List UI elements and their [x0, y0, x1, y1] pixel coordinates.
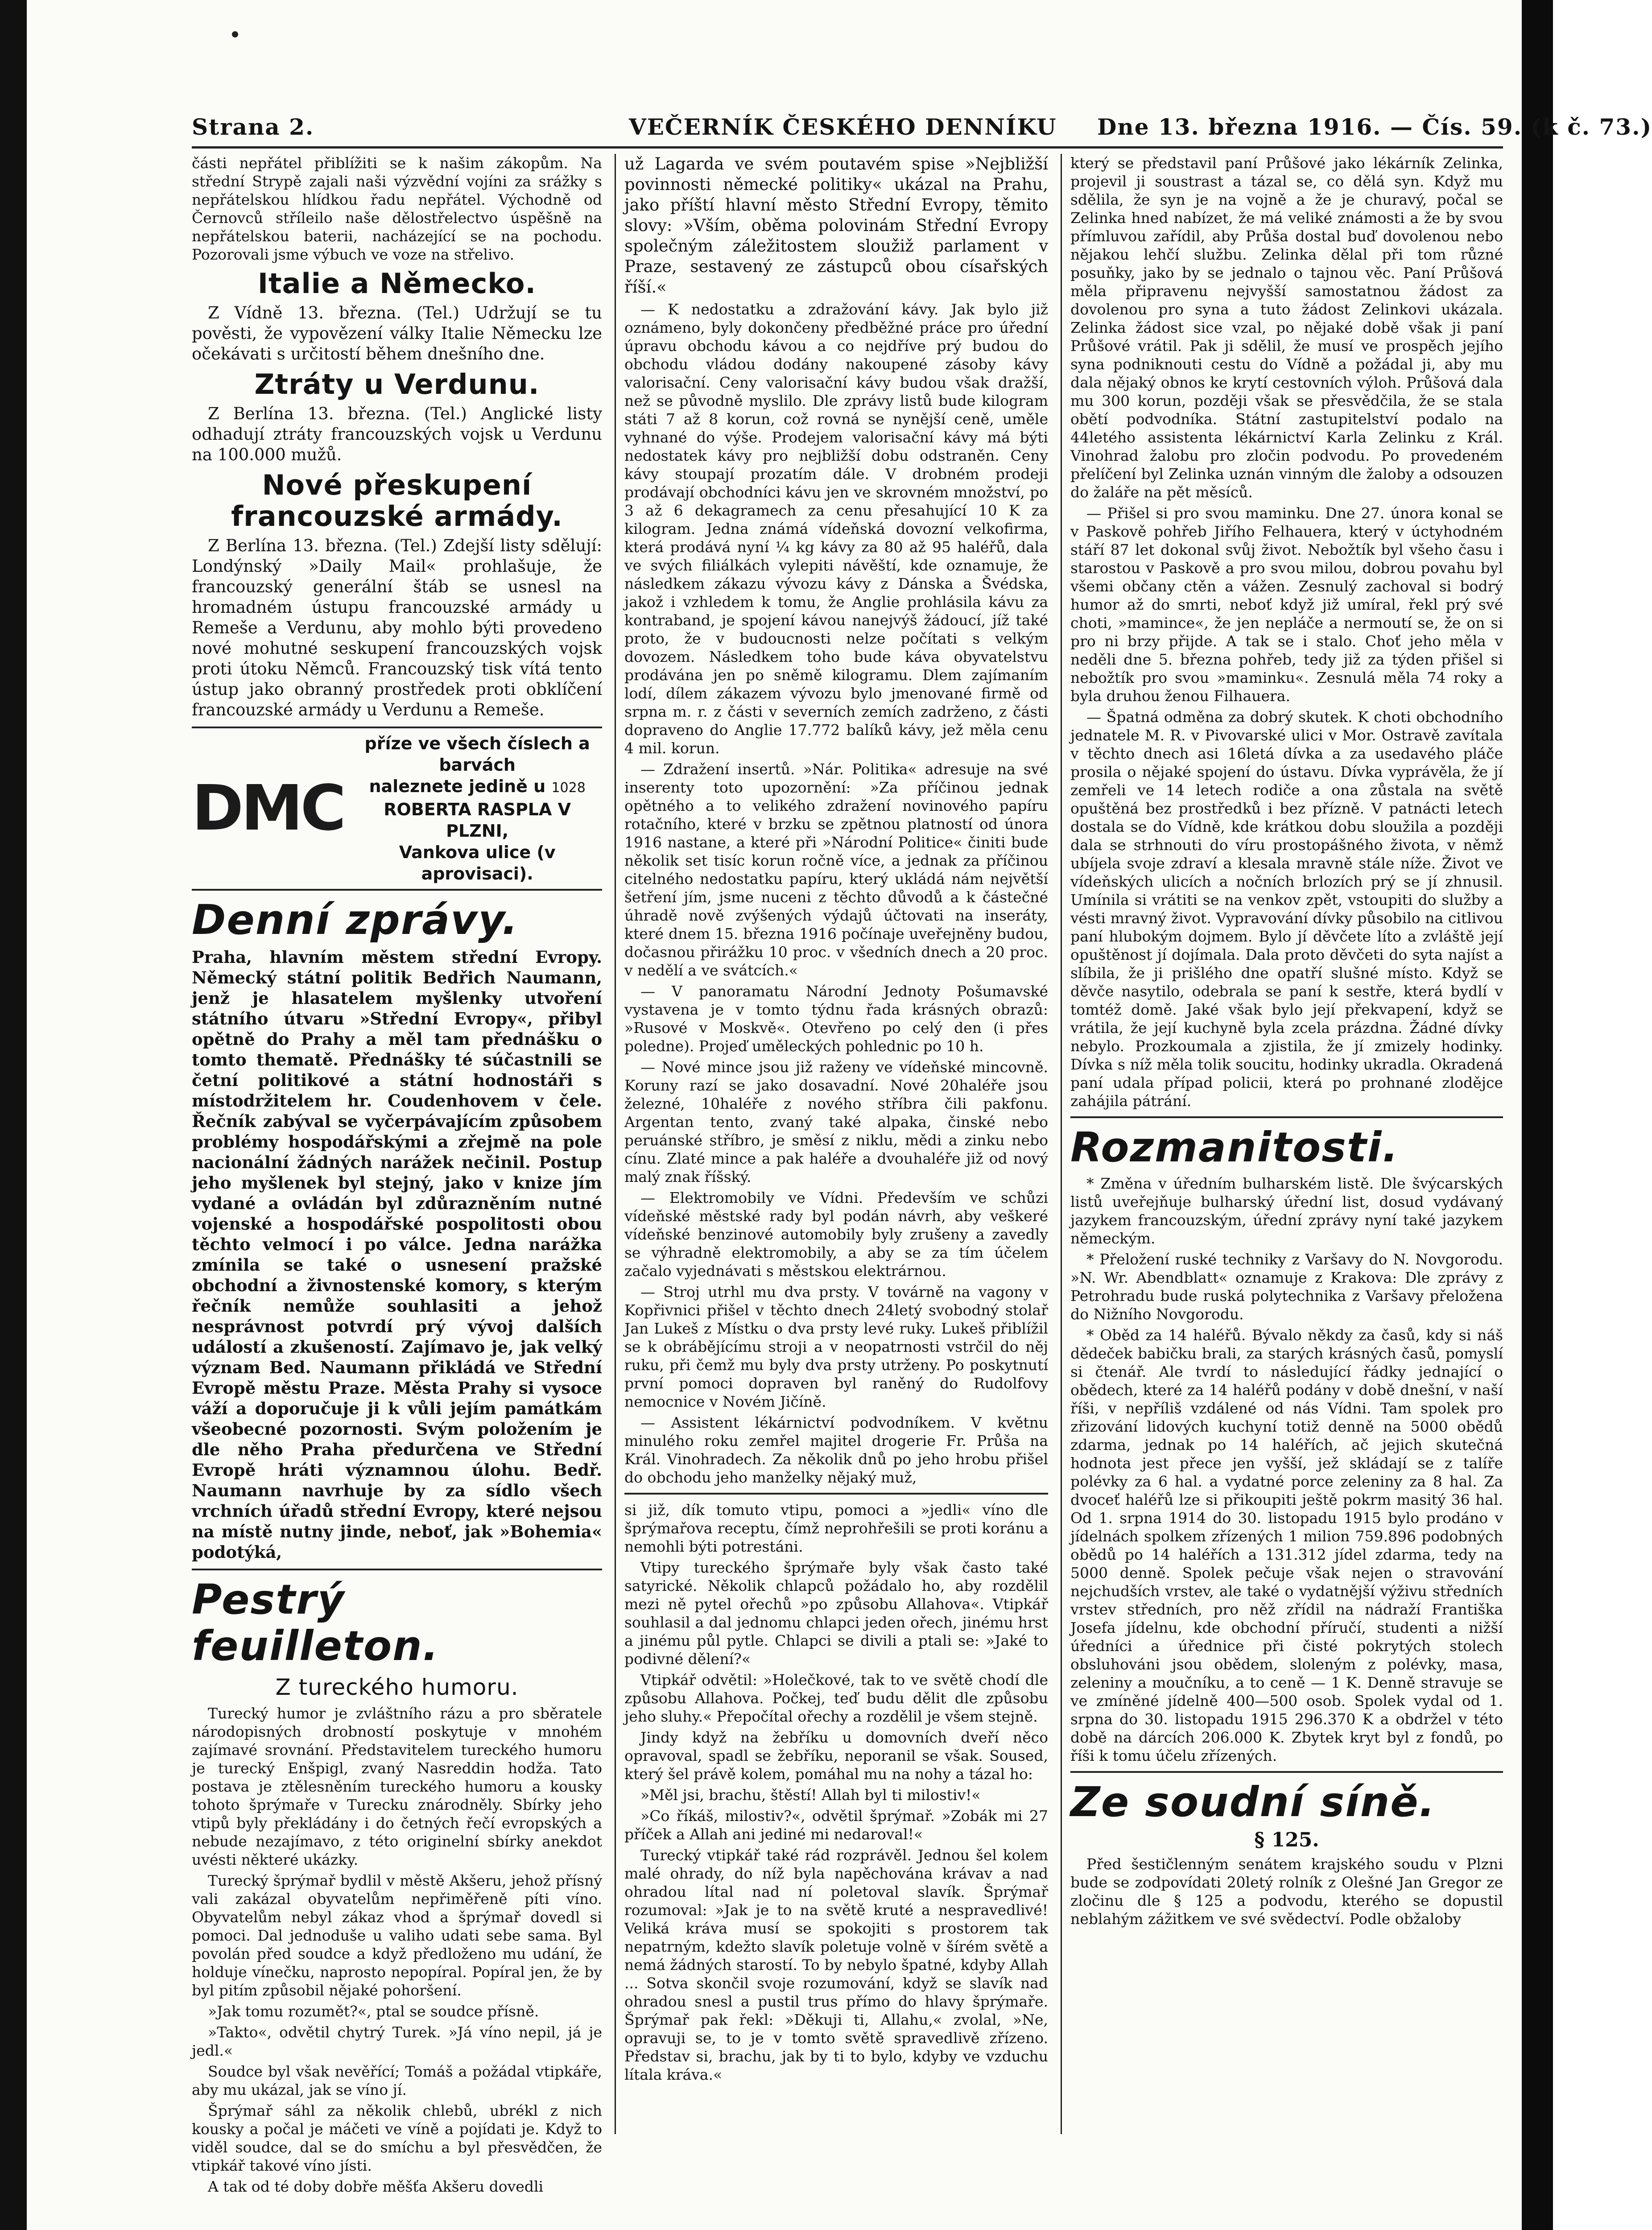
newspaper-page	[27, 0, 1652, 2230]
headline-italie-nemecko: Italie a Německo.	[257, 267, 537, 300]
advertisement-dmc	[192, 727, 602, 891]
feuilleton-paragraph: »Co říkáš, milostiv?«, odvětil šprýmař. »Zobák mi 27 příček a Allah ani jediné mi nedaroval!«	[624, 1807, 1048, 1843]
feuilleton-paragraph: Šprýmař sáhl za několik chlebů, ubrékl z nich kousky a počal je máčeti ve víně a pojídati je. Když to viděl soudce, dal se do smíchu a byl přesvědčen, že vtipkář takové víno jísti.	[192, 2102, 602, 2174]
misc-item: * Přeložení ruské techniky z Varšavy do N. Novgorodu. »N. Wr. Abendblatt« oznamuje z Krakova: Dle zprávy z Petrohradu bude ruská polytechnika z Varšavy přeložena do Nižního Novgorodu.	[1070, 1251, 1503, 1323]
news-item-mince: — Nové mince jsou již raženy ve vídeňské mincovně. Koruny razí se jako dosavadní. Nové 20haléře jsou železné, 10haléře z nového stříbra čili pakfonu. Argentan tento, zvaný také alpaka, činské nebo peruánské stříbro, je směsí z niklu, mědi a zinku nebo cínu. Zlaté mince a pak haléře a dvouhaléře již od nový malý znak říšský.	[624, 1058, 1048, 1185]
section-heading-text: Rozmanitosti.	[1070, 1123, 1399, 1171]
section-heading-text: Denní zprávy.	[192, 896, 519, 944]
news-item-kava: — K nedostatku a zdražování kávy. Jak bylo již oznámeno, byly dokončeny předběžné práce pro úřední úpravu obchodu kávou a co nejdříve prý budou do obchodu vládou dodány nakoupené zásoby kávy valorisační. Ceny valorisační kávy budou však dražší, než se původně myslilo. Dle zprávy listů bude kilogram státi 7 až 8 korun, což rovná se nynější ceně, uměle vyhnané do výše. Prodejem valorisační kávy má býti nedostatek kávy pro nejbližší dobu odstraněn. Ceny kávy stoupají prozatím dále. V drobném prodeji prodávají obchodníci kávu jen ve skrovném množství, po 3 až 6 dekagramech za cenu přesahující 10 K za kilogram. Jedna známá vídeňská dovozní velkofirma, která prodává nyní ¼ kg kávy za 80 až 95 haléřů, dala ve svých filiálkách vylepiti návěští, kde oznamuje, že následkem zákazu vývozu kávy z Dánska a Švédska, jakož i vzhledem k tomu, že Anglie prohlásila kávu za kontraband, je spojení kávou nanejvýš žádoucí, jíž také proto, že v budoucnosti nelze počítati s velkým dovozem. Následkem toho bude káva obyvatelstvu prodávána jen po sněmě kilogramu. Dlem zajímaním lodí, dílem zákazem vývozu bylo jmenované firmě od srpna m. r. z části v severních zemích zadrženo, z části dopraveno do Anglie 17.772 balíků kávy, jež měla cenu 4 mil. korun.	[624, 301, 1048, 757]
article-continuation: který se představil paní Průšové jako lékárník Zelinka, projevil ji soustrast a tázal se, co dělá syn. Když mu sdělila, že syn je na vojně a že je churavý, počal se Zelinka hned nabízet, že má veliké známosti a že by svou přímluvou zařídil, aby Průša dostal buď dovolenou nebo nějakou lehčí službu. Zelinka dělal při tom různé posuňky, jako by se jednalo o tajnou věc. Paní Průšová měla připravenu nejvyšší samostatnou žádost za dovolenou pro syna a tuto žádost Zelinkovi ukázala. Zelinka žádost sice vzal, po nějaké době však ji paní Průšové vrátil. Pak ji sdělil, že musí ve prospěch jejího syna podniknouti cestu do Vídně a požádal ji, aby mu dala nějaký obnos ke krytí cestovních výloh. Průšová dala mu 300 korun, později však se přesvědčila, že se stala obětí podvodníka. Státní zastupitelství podalo na 44letého assistenta lékárnictví Karla Zelinku z Král. Vinohrad žalobu pro zločin podvodu. Po provedeném přelíčení byl Zelinka uznán vinným dle žaloby a odsouzen do žaláře na pět měsíců.	[1070, 154, 1503, 501]
column-2	[624, 154, 1048, 2134]
section-heading-text: Pestrý feuilleton.	[192, 1576, 439, 1670]
article-continuation: už Lagarda ve svém poutavém spise »Nejbližší povinnosti německé politiky« ukázal na Prahu, jako příští hlavní město Střední Evropy, těmito slovy: »Vším, oběma polovinám Střední Evropy společným záležitostem sloužiž parlament v Praze, sestavený ze zástupců obou císařských říší.«	[624, 154, 1048, 297]
section-heading-feuilleton	[192, 1577, 602, 1669]
section-rule	[192, 1569, 602, 1570]
feuilleton-paragraph: »Takto«, odvětil chytrý Turek. »Já víno nepil, já je jedl.«	[192, 2024, 602, 2059]
section-rule	[1070, 1116, 1503, 1118]
masthead	[192, 114, 1652, 145]
section-heading-denni-zpravy	[192, 897, 602, 943]
ad-line: Vankova ulice (v aprovisaci).	[399, 842, 556, 884]
ad-line: naleznete jedině u	[369, 776, 546, 796]
column-3	[1070, 154, 1503, 2134]
ink-spot	[232, 31, 238, 37]
misc-item: * Oběd za 14 haléřů. Bývalo někdy za časů, kdy si náš dědeček babičku brali, za starých krásných časů, pomyslí si čtenář. Ale tvrdí to následující řádky jednající o obědech, které za 14 haléřů podány v době dnešní, v naší říši, v nepříliš vzdálené od nás Vídni. Tam spolek pro zřizování lidových kuchyní totiž denně na 5000 obědů zdarma, jednak po 14 haléřích, ač jejich skutečná hodnota jest přece jen vyšší, jež skládají se z talíře polévky za 6 hal. a vydatné porce zeleniny za 8 hal. Za dvoceť haléřů lze si přikoupiti ještě pokrm masitý 36 hal. Od 1. srpna 1914 do 30. listopadu 1915 bylo prodáno v jídelnách spolkem zřízených 1 milion 759.896 podobných obědů po 14 haléřích a 131.312 jídel zdarma, tedy na 5000 denně. Spolek pečuje však nejen o stravování nejchudších vrstev, ale také o vydatnější výživu středních vrstev středních, pro něž zřídil na nádraží Františka Josefa jídelnu, kde obchodní příručí, studenti a nižší úředníci a úřednice při čisté pokrytých stolech obsluhováni jsou obědem, sloleným z polévky, masa, zeleniny a moučníku, a to ceně — 1 K. Denně stravuje se ve zmíněné jídelně 400—500 osob. Spolek vydal od 1. srpna do 30. listopadu 1915 296.370 K a obdržel v této době na dárcích 206.000 K. Zbytek kryt byl z fondů, po říši k tomu účelu zřízených.	[1070, 1326, 1503, 1764]
feuilleton-paragraph: »Měl jsi, brachu, štěstí! Allah byl ti milostiv!«	[640, 1786, 981, 1804]
ad-line: příze ve všech číslech a barvách	[364, 734, 590, 775]
headline-preskupeni: Nové přeskupení francouzské armády.	[231, 469, 563, 533]
issue-date: Dne 13. března 1916. — Čís. 59. (k č. 73.)	[1097, 114, 1652, 140]
scan-border-right	[1522, 0, 1553, 2230]
news-item-panorama: — V panoramatu Národní Jednoty Pošumavské vystavena je v tomto týdnu řada krásných obrazů: »Rusové v Moskvě«. Otevřeno po celý den (i přes poledne). Projeď uměleckých pohlednic po 10 h.	[624, 983, 1048, 1055]
column-rule-2	[1061, 154, 1062, 2134]
news-item-odmena: — Špatná odměna za dobrý skutek. K choti obchodního jednatele M. R. v Pivovarské ulici v Mor. Ostravě zavítala v těchto dnech asi 16letá dívka a za usedavého pláče prosila o nějaké spojení do ústavu. Dívka vyprávěla, že jí zemřeli ve 14 letech rodiče a ona zůstala na světě opuštěná bez prostředků i bez přízně. V patnácti letech dostala se do Vídně, kde krátkou dobu sloužila a později dala se strhnouti do víru prostopášného života, v němž ubíjela svoje zdraví a klesala mravně stále níže. Život ve vídeňských ulicích a nočních brlozích prý se jí zhnusil. Umínila si vrátiti se na venkov zpět, vstoupiti do služby a vésti mravný život. Vypravování dívky působilo na citlivou paní hlubokým dojmem. Bylo jí děvčete líto a zvláště její opuštěnost jí dojímala. Dala proto děvčeti do syta najíst a slíbila, že ji prišlého dne opatří slušné místo. Když se děvče nasytilo, odebrala se paní k sestře, která bydlí v tomtéž domě. Jaké však bylo její překvapení, když se vrátila, že její kuchyně byla zcela prázdna. Žádné dívky nebylo. Prozkoumala a zjistila, že jí zmizely hodinky. Dívka s níž měla tolik soucitu, hodinky ukradla. Okradená paní udala případ policii, která po prohnané zlodějce zahájila pátrání.	[1070, 708, 1503, 1110]
ad-line: ROBERTA RASPLA V PLZNI,	[384, 800, 571, 841]
ad-code: 1028	[551, 780, 586, 796]
news-item-elektromobily: — Elektromobily ve Vídni. Především ve schůzi vídeňské městské rady byl podán návrh, aby veškeré vídeňské benzinové automobily byly zrušeny a zavedly se výhradně elektromobily, a aby se za tím účelem začalo vyjednávati s městskou elektrárnou.	[624, 1189, 1048, 1280]
feuilleton-title: Z tureckého humoru.	[275, 1674, 519, 1700]
masthead-rule	[192, 146, 1503, 149]
section-rule	[1070, 1771, 1503, 1773]
section-heading-rozmanitosti	[1070, 1124, 1503, 1171]
feuilleton-paragraph: Turecký humor je zvláštního rázu a pro sběratele národopisných drobností poskytuje v mnohém zajímavé srovnání. Představitelem tureckého humoru je turecký Enšpigl, zvaný Nasreddin hodža. Tato postava je ztělesněním tureckého humoru a kousky tohoto šprýmaře v Turecku znárodněly. Sbírky jeho vtipů byly překládány i do četných řečí evropských a nebude nezajímavo, z této originelní sbírky anekdot uvésti některé ukázky.	[192, 1705, 602, 1868]
feuilleton-paragraph: Soudce byl však nevěřící; Tomáš a požádal vtipkáře, aby mu ukázal, jak se víno jí.	[192, 2063, 602, 2098]
news-item-assistent: — Assistent lékárnictví podvodníkem. V květnu minulého roku zemřel majitel drogerie Fr. Průša na Král. Vinohradech. Za několik dnů po jeho hrobu přišel do obchodu jeho manželky nějaký muž,	[624, 1414, 1048, 1486]
feuilleton-paragraph: Vtipkář odvětil: »Holečkové, tak to ve světě chodí dle způsobu Allahova. Počkej, teď budu dělit dle způsobu jeho sluhy.« Přepočítal ořechy a rozdělil je všem stejně.	[624, 1671, 1048, 1725]
scan-border-left	[0, 0, 27, 2230]
article-paragraph-bold: Praha, hlavním městem střední Evropy. Německý státní politik Bedřich Naumann, jenž je hlasatelem myšlenky utvoření státního útvaru »Střední Evropy«, přibyl opětně do Prahy a měl tam přednášku o tomto thematě. Přednášky té súčastnili se četní politikové a státní hodnostáři s místodržitelem hr. Coudenhovem v čele. Řečník zabýval se vyčerpávajícím způsobem problémy hospodářskými a zřejmě na pole nacionální žádných narážek nečinil. Postup jeho myšlenek byl stejný, jako v knize jím vydané a ovládán byl zdůrazněním nutné vojenské a hospodářské pospolitosti obou těchto velmocí i po válce. Jedna narážka zmínila se také o usnesení pražské obchodní a živnostenské komory, s kterým řečník nemůže souhlasiti a jehož nesprávnost potvrdí prý vývoj dalších událostí a zkušeností. Zajímavo je, jak velký význam Bed. Naumann přikládá ve Střední Evropě městu Praze. Města Prahy si vysoce váží a doporučuje ji k vůli jejím památkám všeobecné pozornosti. Svým položením je dle něho Praha předurčena ve Střední Evropě hráti významnou úlohu. Bedř. Naumann navrhuje by za sídlo všech vrchních úřadů střední Evropy, které nejsou na místě nutny jinde, neboť, jak »Bohemia« podotýká,	[192, 947, 602, 1562]
article-continuation: části nepřátel přiblížiti se k našim zákopům. Na střední Strypě zajali naši výzvědní vojíni za srážky s nepřátelskou hlídkou řadu nepřátel. Východně od Černovců stříleilo naše dělostřelectvo úspěšně na nepřátelskou baterii, nacházející se na pochodu. Pozorovali jsme výbuch ve voze na střelivo.	[192, 154, 602, 263]
news-item-inserty: — Zdražení insertů. »Nár. Politika« adresuje na své inserenty toto upozornění: »Za příčinou jednak opětného a to velikého zdražení novinového papíru rotačního, které v brzku se zpětnou platností od února 1916 nastane, a které při »Národní Politice« činiti bude několik set tisíc korun ročně více, a jednak za příčinou citelného nedostatku papíru, který ukládá nám největší šetření jím, jsme nuceni z těchto důvodů a k částečné úhradě nově zvýšených výdajů účtovati na inseráty, které dnem 15. března 1916 počínaje uveřejněny budou, dočasnou přirážku 10 proc. v všedních dnech a 20 proc. v nedělí a ve svátcích.«	[624, 760, 1048, 979]
news-item-stroj: — Stroj utrhl mu dva prsty. V továrně na vagony v Kopřivnici přišel v těchto dnech 24letý svobodný stolař Jan Lukeš z Místku o dva prsty levé ruky. Lukeš přiblížil se k obrábějícímu stroji a v neopatrnosti vstrčil do něj ruku, při čemž mu byly dva prsty utrženy. Po poskytnutí první pomoci dopraven byl raněný do Rudolfovy nemocnice v Novém Jičíně.	[624, 1283, 1048, 1410]
article-paragraph: Z Berlína 13. března. (Tel.) Zdejší listy sdělují: Londýnský »Daily Mail« prohlašuje, že francouzský generální štáb se usnesl na hromadném ústupu francouzské armády u Remeše a Verdunu, aby mohlo býti provedeno nové mohutné seskupení francouzských vojsk proti útoku Němců. Francouzský tisk vítá tento ústup jako obranný prostředek proti obklíčení francouzské armády u Verdunu a Remeše.	[192, 536, 602, 719]
paragraph-number: § 125.	[1254, 1829, 1319, 1851]
column-rule-1	[615, 154, 616, 2134]
misc-item: * Změna v úředním bulharském listě. Dle švýcarských listů uveřejňuje bulharský úřední list, dosud vydávaný jazykem francouzským, úřední zprávy nyní také jazykem německým.	[1070, 1175, 1503, 1247]
page-number: Strana 2.	[192, 114, 314, 140]
feuilleton-paragraph: Turecký šprýmař bydlil v městě Akšeru, jehož přísný vali zakázal obyvatelům nepřiměřeně píti víno. Obyvatelům nebyl zákaz vhod a šprýmař dovedl si pomoci. Dal jednoduše u valiho udati sebe sama. Byl povolán před soudce a když předloženo mu udání, že holduje vínečku, naprosto nepopíral. Popíral jen, že by byl pitím způsobil nějaké pohoršení.	[192, 1872, 602, 1999]
ad-line-with-code	[352, 776, 602, 799]
column-1	[192, 154, 602, 2195]
advertisement-text	[352, 733, 602, 884]
section-rule	[624, 1493, 1048, 1495]
feuilleton-paragraph: »Jak tomu rozumět?«, ptal se soudce přísně.	[208, 2003, 539, 2020]
feuilleton-paragraph: Vtipy tureckého šprýmaře byly však často také satyrické. Několik chlapců požádalo ho, aby rozdělil mezi ně pytel ořechů »po způsobu Allahova«. Vtipkář souhlasil a dal jednomu chlapci jeden ořech, jinému hrst a jinému půl pytle. Chlapci se divili a ptali se: »Jaké to podivné dělení?«	[624, 1559, 1048, 1668]
newspaper-title: VEČERNÍK ČESKÉHO DENNÍKU	[629, 114, 1057, 140]
headline-ztraty-verdun: Ztráty u Verdunu.	[254, 368, 540, 401]
article-paragraph: Z Vídně 13. března. (Tel.) Udržují se tu pověsti, že vypovězení války Italie Německu lze očekávati s určitostí během dnešního dne.	[192, 303, 602, 363]
section-heading-soudni-sin	[1070, 1779, 1503, 1825]
court-report: Před šestičlenným senátem krajského soudu v Plzni bude se zodpovídati 20letý rolník z Olešné Jan Gregor ze zločinu dle § 125 a podvodu, kterého se dopustil neblahým zážitkem ve své svědectví. Podle obžaloby	[1070, 1855, 1503, 1928]
feuilleton-paragraph: Jindy když na žebříku u domovních dveří něco opravoval, spadl se žebříku, neporanil se však. Soused, který šel právě kolem, pomáhal mu na nohy a tázal ho:	[624, 1729, 1048, 1783]
dmc-logo: DMC	[192, 772, 344, 845]
news-item-maminka: — Přišel si pro svou maminku. Dne 27. února konal se v Paskově pohřeb Jiřího Felhauera, který v úctyhodném stáří 87 let dokonal svůj život. Nebožtík byl všeho času i starostou v Paskově a pro svou milou, dobrou povahu byl všemi občany ctěn a vážen. Zesnulý zachoval si bodrý humor až do smrti, neboť když již umíral, řekl prý své choti, »mamince«, že jen nepláče a nermoutí se, že on si pro ni brzy přijde. A tak se i stalo. Choť jeho měla v neděli dne 5. března pohřeb, tedy již za týden přišel si nebožtík pro svou »maminku«. Zesnulá měla 74 roky a byla druhou ženou Filhauera.	[1070, 504, 1503, 705]
feuilleton-paragraph: A tak od té doby dobře měšťa Akšeru dovedli	[208, 2178, 544, 2195]
section-heading-text: Ze soudní síně.	[1070, 1778, 1436, 1826]
article-paragraph: Z Berlína 13. března. (Tel.) Anglické listy odhadují ztráty francouzských vojsk u Verdunu na 100.000 mužů.	[192, 404, 602, 464]
feuilleton-paragraph: Turecký vtipkář také rád rozprávěl. Jednou šel kolem malé ohrady, do níž byla napěchována krávav a nad ohradou lítal nad ní poletoval slavík. Šprýmař rozumoval: »Jak je to na světě kruté a nespravedlivé! Veliká kráva musí se spokojiti s prostorem tak nepatrným, kdežto slavík poletuje volně v šírém světě a nemá žádných starostí. To by nebylo špatné, kdyby Allah ... Sotva skončil svoje rozumování, když se slavík nad ohradou snesl a pustil trus přímo do hlavy šprýmaře. Šprýmař pak řekl: »Děkuji ti, Allahu,« zvolal, »Ne, opravuji se, to je v tomto světě spravedlivě zřízeno. Představ si, brachu, jak by ti to bylo, kdyby ve vzduchu lítala kráva.«	[624, 1846, 1048, 2083]
feuilleton-continuation: si již, dík tomuto vtipu, pomoci a »jedli« víno dle šprýmařova receptu, čímž neprohřešili se proti koránu a nemohli býti potrestáni.	[624, 1501, 1048, 1555]
